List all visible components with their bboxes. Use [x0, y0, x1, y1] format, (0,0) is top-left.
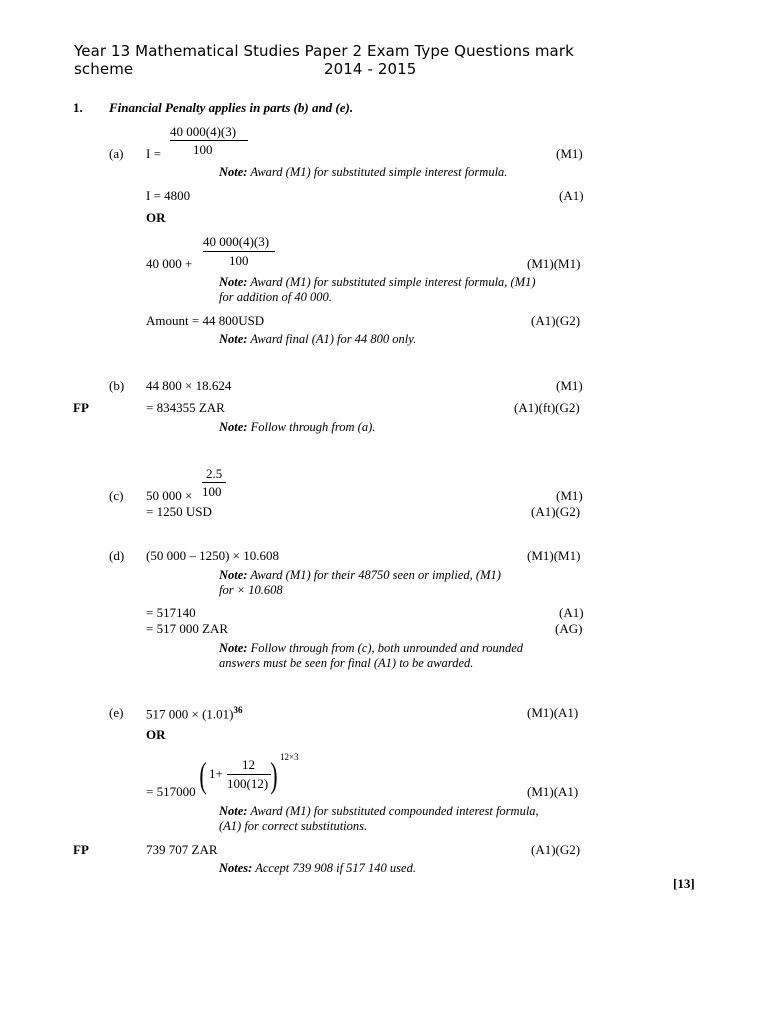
part-a-fraction-denominator: 100 [193, 142, 213, 157]
part-a-fraction-numerator: 40 000(4)(3) [170, 124, 237, 139]
part-a-amount-result: Amount = 44 800USD [146, 313, 265, 328]
part-e-fp-marker: FP [73, 842, 89, 857]
part-a-fraction2-numerator: 40 000(4)(3) [203, 234, 270, 249]
page-title-year: 2014 - 2015 [324, 60, 417, 78]
part-c-label: (c) [109, 488, 124, 503]
part-e-or: OR [146, 727, 166, 742]
part-b-label: (b) [109, 378, 125, 393]
part-e-left-paren: ( [199, 755, 207, 795]
part-a-interest-result: I = 4800 [146, 188, 191, 203]
part-b-mark-1: (M1) [556, 378, 583, 393]
part-c-fraction-denominator: 100 [202, 484, 222, 499]
page-title-line-2: scheme [74, 60, 134, 78]
part-e-fraction-bar [227, 774, 271, 775]
part-d-rounded-result: = 517 000 ZAR [146, 621, 229, 636]
part-d-mark-3: (AG) [555, 621, 583, 636]
part-a-fraction2-denominator: 100 [229, 253, 249, 268]
part-e-expression: 517 $000 \times (1.01)^{36}$ [146, 705, 243, 722]
part-a-note-3: Note: Award final (A1) for 44 800 only. [219, 332, 417, 346]
part-c-fraction-bar [202, 482, 226, 483]
part-d-note-1: Note: Award (M1) for their 48750 seen or implied, (M1) [219, 568, 501, 582]
part-a-or: OR [146, 210, 166, 225]
part-d-note-2-line-2: answers must be seen for final (A1) to be awarded. [219, 656, 474, 670]
page-title-line-1: Year 13 Mathematical Studies Paper 2 Exam Type Questions mark [74, 42, 574, 60]
part-c-mark-1: (M1) [556, 488, 583, 503]
part-a-mark-2: (A1) [559, 188, 584, 203]
part-e-fraction-numerator: 12 [242, 757, 255, 772]
part-e-exponent: 36 [233, 705, 243, 715]
part-a-mark-4: (A1)(G2) [531, 313, 581, 328]
part-a-note-1: Note: Award (M1) for substituted simple interest formula. [219, 165, 508, 179]
part-d-label: (d) [109, 548, 125, 563]
question-number: 1. [73, 100, 83, 115]
part-d-expression: (50 000 – 1250) × 10.608 [146, 548, 279, 563]
part-e-mark-1: (M1)(A1) [527, 705, 579, 720]
part-b-mark-2: (A1)(ft)(G2) [514, 400, 580, 415]
part-c-result: = 1250 USD [146, 504, 212, 519]
part-e-mark-2: (M1)(A1) [527, 784, 579, 799]
part-e-fraction-denominator: 100(12) [227, 776, 269, 791]
part-d-result: = 517140 [146, 605, 196, 620]
part-a-note-2-line-2: for addition of 40 000. [219, 290, 332, 304]
part-d-note-2: Note: Follow through from (c), both unrounded and rounded [219, 641, 524, 655]
part-e-right-paren: ) [270, 755, 278, 795]
question-total-marks: [13] [673, 876, 695, 891]
question-intro: Financial Penalty applies in parts (b) and (e). [109, 100, 354, 115]
part-b-note: Note: Follow through from (a). [219, 420, 376, 434]
part-d-note-1-line-2: for × 10.608 [219, 583, 283, 597]
part-e-one-plus: 1+ [209, 766, 223, 781]
part-d-mark-1: (M1)(M1) [527, 548, 581, 563]
part-c-expression: 50 000 × [146, 488, 193, 503]
part-a-note-2: Note: Award (M1) for substituted simple interest formula, (M1) [219, 275, 536, 289]
part-e-compound-exponent: 12×3 [280, 752, 299, 762]
part-a-mark-1: (M1) [556, 146, 583, 161]
part-a-fraction2-bar [203, 251, 275, 252]
part-a-label: (a) [109, 146, 124, 161]
part-a-i-equals: I = [146, 146, 161, 161]
part-a-amount-expression: 40 000 + [146, 256, 193, 271]
part-b-result: = 834355 ZAR [146, 400, 225, 415]
part-e-label: (e) [109, 705, 124, 720]
part-e-compound-prefix: = 517000 [146, 784, 196, 799]
part-e-note-1: Note: Award (M1) for substituted compounded interest formula, [219, 804, 539, 818]
part-d-mark-2: (A1) [559, 605, 584, 620]
part-c-fraction-numerator: 2.5 [206, 466, 223, 481]
part-e-mark-3: (A1)(G2) [531, 842, 581, 857]
part-e-note-1-line-2: (A1) for correct substitutions. [219, 819, 368, 833]
part-e-final-result: 739 707 ZAR [146, 842, 218, 857]
part-a-mark-3: (M1)(M1) [527, 256, 581, 271]
part-b-fp-marker: FP [73, 400, 89, 415]
part-e-note-2: Notes: Accept 739 908 if 517 140 used. [219, 861, 416, 875]
part-c-mark-2: (A1)(G2) [531, 504, 581, 519]
part-a-fraction-bar [170, 140, 248, 141]
part-b-expression: 44 800 × 18.624 [146, 378, 232, 393]
